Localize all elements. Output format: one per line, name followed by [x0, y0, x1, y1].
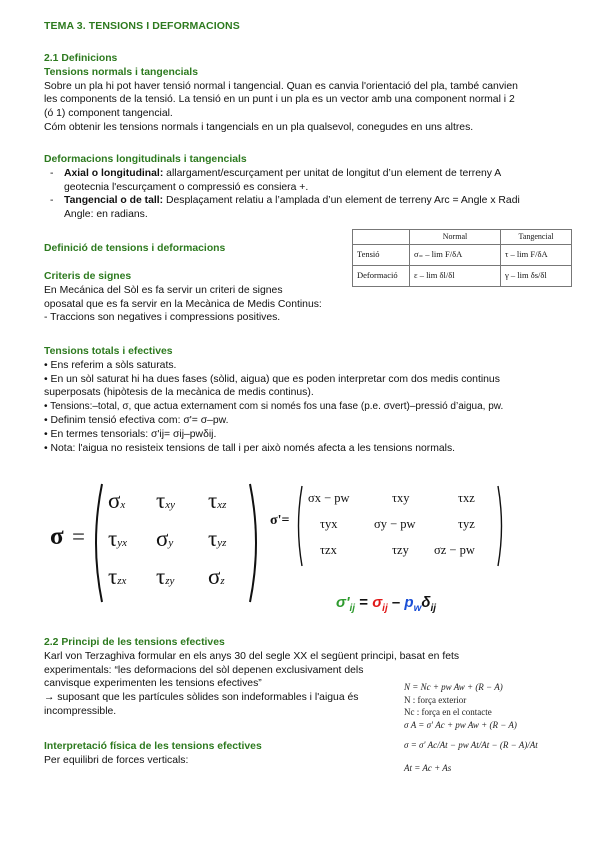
- bullet-line: • En un sòl saturat hi ha dues fases (sòlid, aigua) que es poden interpretar com dos medis continus: [44, 373, 500, 385]
- sym: τ: [208, 488, 218, 513]
- cell-tyx: [108, 526, 128, 551]
- definition-text: Angle: en radians.: [64, 209, 148, 221]
- row-label: Tensió: [353, 244, 410, 265]
- sym: σ: [372, 594, 383, 611]
- formula-line: Nc : força en el contacte: [404, 707, 492, 718]
- sym: τ: [208, 526, 218, 551]
- sub: ij: [430, 603, 437, 614]
- sym: τ: [108, 526, 118, 551]
- paragraph-line: Karl von Terzaghiva formular en els anys 30 del segle XX el següent principi, basat en fets: [44, 650, 460, 662]
- formula-line: N = Nc + pw Aw + (R − A): [404, 682, 503, 692]
- sym: p: [404, 594, 414, 611]
- table-corner: [353, 230, 410, 245]
- formula-line: σ = σ' Ac/At − pw At/At − (R − A)/At: [404, 740, 538, 751]
- eq-sigma: [372, 594, 388, 614]
- bullet-line: • Ens referim a sòls saturats.: [44, 359, 177, 371]
- paragraph-line: (ó 1) component tangencial.: [44, 108, 173, 120]
- sub: xz: [217, 499, 227, 511]
- section-interpretacio: [44, 740, 262, 768]
- formula-line: At = Ac + As: [404, 762, 452, 773]
- list-item-continuation: [44, 208, 520, 222]
- cell-e12: τxy: [392, 491, 410, 505]
- definition-text: geotecnia l'escurçament o compressió es consiera +.: [64, 181, 309, 193]
- table-header: Tangencial: [501, 230, 572, 245]
- definition-text: allargament/escurçament per unitat de longitut d’un element de terreny A: [163, 167, 502, 179]
- bullet-line: superposats (hipòtesis de la mecànica de medis continus).: [44, 387, 314, 399]
- cell-e22: σy − pw: [374, 517, 416, 531]
- sub: yx: [117, 537, 128, 549]
- definitions-table: [352, 229, 572, 287]
- term-axial: Axial o longitudinal:: [64, 167, 164, 179]
- eq-delta: [421, 594, 437, 614]
- paragraph-line: - Traccions son negatives i compressions positives.: [44, 312, 281, 324]
- paragraph-line: oposatal que es fa servir en la Mecànica de Medis Continus:: [44, 298, 322, 310]
- effective-stress-tensor: [270, 484, 510, 574]
- paragraph-line: les components de la tensió. La tensió en un punt i un pla es un vector amb una component normal i 2: [44, 94, 515, 106]
- bullet-line: • En termes tensorials: σ'ij= σij–pwδij.: [44, 428, 217, 440]
- cell-txz: [208, 488, 227, 513]
- subsection-heading: Criteris de signes: [44, 271, 132, 282]
- paragraph-line: Sobre un pla hi pot haver tensió normal i tangencial. Quan es canvia l'orientació del pla, també canvien: [44, 80, 518, 92]
- bullet-line: • Definim tensió efectiva com: σ'= σ–pw.: [44, 414, 229, 426]
- sym: τ: [156, 488, 166, 513]
- cell-tzx: [108, 564, 127, 589]
- bullet-line: • Nota: l'aigua no resisteix tensions de tall i per això només afecta a les tensions normals.: [44, 442, 456, 454]
- list-item-continuation: [44, 181, 520, 195]
- section-heading: 2.2 Principi de les tensions efectives: [44, 637, 225, 648]
- formula-sigma: σ₌ – lim F/δA: [410, 244, 501, 265]
- sym: δ: [421, 594, 431, 611]
- document-title: TEMA 3. TENSIONS I DEFORMACIONS: [44, 20, 240, 32]
- section-2-1: [44, 52, 518, 135]
- sym: σ: [208, 564, 221, 589]
- paragraph-line: Per equilibri de forces verticals:: [44, 754, 189, 766]
- cell-e13: τxz: [458, 491, 475, 505]
- sub: ij: [382, 603, 388, 614]
- sym: σ: [156, 526, 169, 551]
- definition-text: Desplaçament relatiu a l’amplada d’un element de terreny Arc = Angle x Radi: [163, 195, 520, 207]
- section-deformacions: [44, 153, 520, 222]
- subsection-heading: Tensions normals i tangencials: [44, 66, 198, 78]
- section-tensions-totals: [44, 345, 503, 455]
- table-header: Normal: [410, 230, 501, 245]
- sub: xy: [165, 499, 176, 511]
- definitions-table-wrap: [352, 229, 572, 287]
- sub: x: [120, 499, 126, 511]
- paragraph-line: canvisque experimenten les tensions efectives”: [44, 678, 262, 690]
- list-item: [44, 167, 520, 181]
- cell-sx: [108, 488, 126, 513]
- cell-sz: [208, 564, 225, 589]
- paragraph-line: incompressible.: [44, 705, 117, 717]
- section-2-2: [44, 636, 459, 719]
- bullet-line: • Tensions:–total, σ, que actua externament com si només fos una fase (p.e. σvert)–pressió d’aigua, pw.: [44, 401, 504, 413]
- list-item: [44, 194, 520, 208]
- sub: z: [220, 575, 225, 587]
- sym: σ: [108, 488, 121, 513]
- subsection-heading: Definició de tensions i deformacions: [44, 243, 226, 254]
- deformation-list: [44, 167, 520, 222]
- equals-sign: =: [72, 524, 85, 549]
- eq-equals: =: [355, 594, 373, 611]
- tensor-equation: [336, 596, 436, 616]
- paragraph-line: En Mecánica del Sòl es fa servir un criteri de signes: [44, 284, 283, 296]
- cell-e23: τyz: [458, 517, 475, 531]
- cell-e31: τzx: [320, 543, 337, 557]
- cell-e32: τzy: [392, 543, 409, 557]
- paragraph-line: experimentals: “les deformacions del sòl depenen exclusivament dels: [44, 664, 364, 676]
- terzaghi-formulas: [404, 681, 554, 775]
- cell-txy: [156, 488, 176, 513]
- paragraph-line: → suposant que les partícules sòlides son indeformables i l'aigua és: [44, 692, 359, 704]
- cell-e21: τyx: [320, 517, 338, 531]
- cell-e33: σz − pw: [434, 543, 475, 557]
- cell-sy: [156, 526, 174, 551]
- sym: τ: [156, 564, 166, 589]
- formula-line: σ A = σ' Ac + pw Aw + (R − A): [404, 719, 517, 730]
- cell-e11: σx − pw: [308, 491, 350, 505]
- paragraph-line: Cóm obtenir les tensions normals i tangencials en un pla qualsevol, conegudes en uns altres.: [44, 121, 474, 133]
- formula-eps: ε – lim δl/δl: [410, 265, 501, 286]
- row-label: Deformació: [353, 265, 410, 286]
- sub: zx: [117, 575, 127, 587]
- formula-tau: τ – lim F/δA: [501, 244, 572, 265]
- sym: σ': [336, 594, 350, 611]
- eq-minus: –: [387, 594, 405, 611]
- sigma-symbol: σ: [50, 523, 64, 550]
- eq-pw: [404, 594, 422, 614]
- sub: ij: [349, 603, 356, 614]
- sigma-prime-label: σ'=: [270, 513, 290, 528]
- sym: τ: [108, 564, 118, 589]
- section-heading: 2.1 Definicions: [44, 53, 118, 64]
- formula-gamma: γ – lim δs/δl: [501, 265, 572, 286]
- subsection-heading: Tensions totals i efectives: [44, 346, 173, 357]
- cell-tyz: [208, 526, 227, 551]
- formula-line: N : força exterior: [404, 694, 467, 705]
- subsection-heading: Deformacions longitudinals i tangencials: [44, 154, 247, 165]
- eq-lhs: [336, 594, 356, 614]
- stress-tensor: [50, 478, 265, 608]
- sub: w: [413, 603, 422, 614]
- sub: zy: [165, 575, 175, 587]
- cell-tzy: [156, 564, 175, 589]
- section-criteris: [44, 270, 322, 325]
- term-tangencial: Tangencial o de tall:: [64, 195, 164, 207]
- sub: y: [168, 537, 174, 549]
- sub: yz: [217, 537, 227, 549]
- subsection-heading: Interpretació física de les tensions efectives: [44, 741, 262, 752]
